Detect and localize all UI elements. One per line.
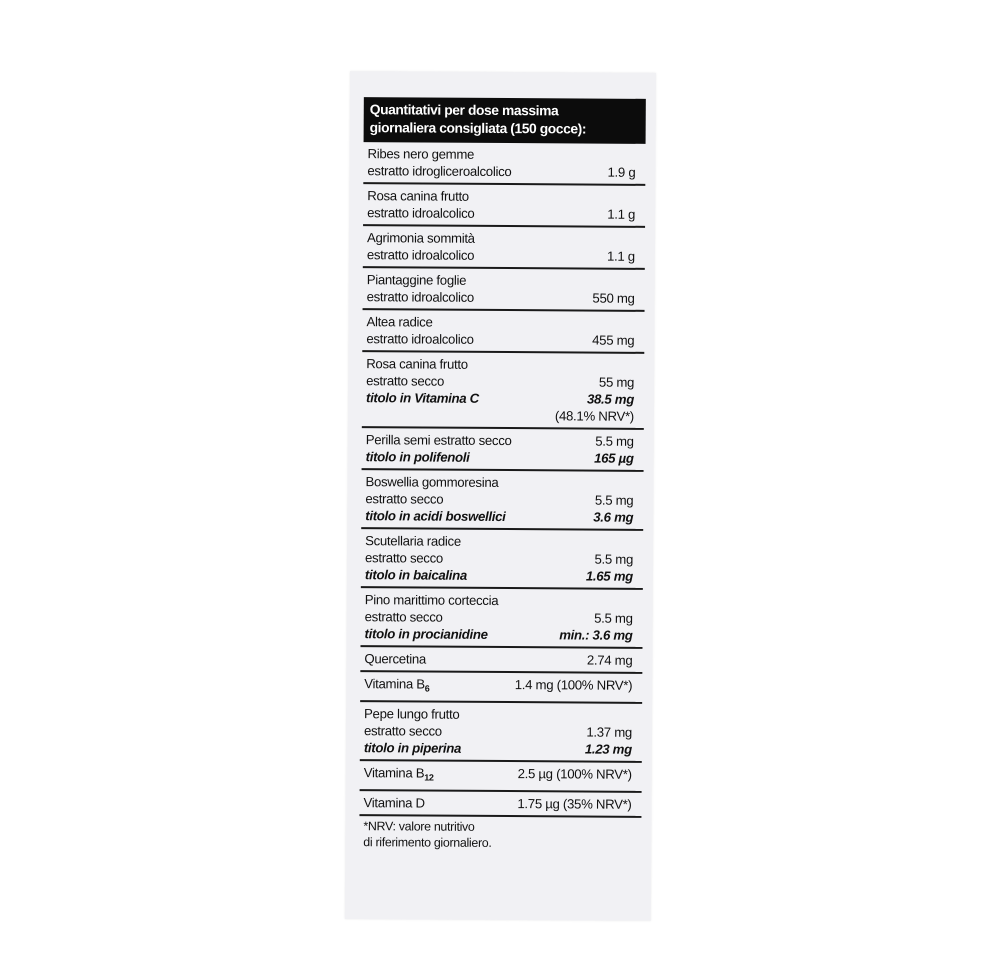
row-amount: 165 µg	[594, 450, 634, 466]
row-line	[366, 431, 634, 450]
ingredient-row	[362, 352, 644, 430]
row-line	[364, 675, 632, 699]
label-header	[364, 97, 646, 144]
row-amount: min.: 3.6 mg	[559, 627, 633, 643]
ingredient-row	[361, 529, 643, 590]
nrv-value: (48.1% NRV*)	[554, 408, 634, 424]
row-line	[365, 549, 633, 568]
ingredient-row	[363, 268, 645, 312]
row-text: Piantaggine foglie	[366, 272, 467, 288]
ingredient-table	[359, 142, 645, 818]
row-line	[365, 507, 633, 526]
row-text: Altea radice	[366, 314, 433, 330]
row-line	[366, 330, 634, 349]
row-text: estratto idroalcolico	[366, 247, 475, 263]
row-text: Pepe lungo frutto	[364, 706, 460, 722]
row-text: estratto secco	[363, 723, 442, 739]
row-text: Boswellia gommoresina	[365, 474, 499, 490]
row-line	[364, 650, 632, 669]
row-text: estratto secco	[364, 609, 443, 625]
row-amount: 1.65 mg	[585, 568, 633, 584]
row-line	[367, 145, 635, 164]
row-text: titolo in procianidine	[364, 626, 488, 642]
row-line	[367, 204, 635, 223]
ingredient-row	[363, 142, 645, 186]
ingredient-row	[363, 184, 645, 228]
row-line	[367, 271, 635, 290]
nrv-line	[366, 406, 634, 425]
row-text: estratto secco	[364, 550, 443, 566]
ingredient-row	[360, 702, 642, 763]
row-text: estratto idroalcolico	[366, 331, 474, 347]
row-amount: 550 mg	[592, 290, 635, 306]
footnote	[359, 816, 641, 854]
row-text: titolo in Vitamina C	[365, 390, 479, 406]
row-text: estratto idroalcolico	[366, 289, 474, 305]
row-line	[364, 764, 632, 788]
row-amount: 5.5 mg	[594, 551, 634, 567]
row-amount: 5.5 mg	[594, 492, 634, 508]
row-line	[366, 389, 634, 408]
row-amount: 2.5 µg (100% NRV*)	[517, 766, 632, 782]
row-text: Pino marittimo corteccia	[364, 592, 499, 608]
row-text: estratto idroalcolico	[367, 205, 475, 221]
row-text: Quercetina	[364, 651, 426, 667]
row-name-with-subscript	[364, 764, 434, 786]
header-line-2: giornaliera consigliata (150 gocce):	[369, 120, 587, 137]
row-amount: 1.37 mg	[586, 724, 633, 740]
row-amount: 38.5 mg	[586, 391, 635, 407]
row-amount: 2.74 mg	[586, 652, 633, 668]
row-line	[366, 313, 634, 332]
ingredient-row	[363, 226, 645, 270]
row-line	[364, 739, 632, 758]
row-line	[367, 246, 635, 265]
footnote-line-1: *NRV: valore nutritivo	[363, 819, 475, 834]
row-line	[367, 288, 635, 307]
row-line	[365, 625, 633, 644]
row-text: titolo in polifenoli	[365, 449, 470, 465]
row-amount: 3.6 mg	[593, 509, 634, 525]
ingredient-row	[360, 761, 642, 793]
subscript: 12	[424, 772, 434, 783]
row-text: Perilla semi estratto secco	[365, 432, 512, 449]
row-name-with-subscript	[364, 675, 429, 697]
subscript: 6	[424, 683, 430, 694]
row-text: Vitamina B	[364, 676, 425, 692]
ingredient-row	[362, 428, 644, 472]
row-amount: 1.23 mg	[584, 741, 632, 757]
nutrition-label	[359, 97, 646, 854]
row-text: titolo in acidi boswellici	[365, 508, 506, 525]
row-text: Rosa canina frutto	[366, 356, 468, 372]
row-text: titolo in piperina	[363, 740, 462, 756]
row-line	[365, 532, 633, 551]
ingredient-row	[360, 588, 642, 649]
row-amount: 1.4 mg (100% NRV*)	[514, 677, 633, 693]
header-line-1: Quantitativi per dose massima	[369, 102, 559, 119]
row-text: estratto secco	[365, 491, 444, 507]
row-line	[366, 372, 634, 391]
ingredient-row	[360, 647, 642, 674]
row-line	[365, 591, 633, 610]
ingredient-row	[361, 470, 643, 531]
ingredient-row	[359, 791, 641, 818]
row-amount: 55 mg	[598, 374, 635, 390]
row-text: Scutellaria radice	[365, 533, 461, 549]
row-line	[367, 162, 635, 181]
row-amount: 1.9 g	[607, 164, 636, 180]
product-box	[345, 71, 656, 921]
row-text: Ribes nero gemme	[367, 146, 475, 162]
row-line	[365, 490, 633, 509]
row-line	[364, 705, 632, 724]
row-amount: 1.1 g	[606, 248, 635, 264]
row-amount: 455 mg	[592, 332, 635, 348]
row-line	[366, 355, 634, 374]
row-text: Agrimonia sommità	[366, 230, 475, 246]
row-line	[364, 722, 632, 741]
row-amount: 5.5 mg	[594, 610, 633, 626]
footnote-line-2: di riferimento giornaliero.	[363, 835, 492, 850]
row-line	[366, 448, 634, 467]
row-text: titolo in baicalina	[364, 567, 467, 583]
row-line	[367, 229, 635, 248]
ingredient-row	[360, 672, 642, 704]
row-text: estratto idrogliceroalcolico	[367, 163, 512, 180]
row-line	[367, 187, 635, 206]
row-text: Vitamina D	[363, 795, 425, 811]
row-text: Rosa canina frutto	[367, 188, 469, 204]
row-amount: 1.1 g	[607, 206, 636, 222]
row-amount: 5.5 mg	[595, 433, 634, 449]
row-line	[365, 608, 633, 627]
ingredient-row	[362, 310, 644, 354]
row-amount: 1.75 µg (35% NRV*)	[517, 796, 632, 812]
row-line	[365, 473, 633, 492]
row-line	[363, 794, 631, 813]
row-text: estratto secco	[366, 373, 445, 389]
row-text: Vitamina B	[363, 765, 425, 781]
row-line	[365, 566, 633, 585]
